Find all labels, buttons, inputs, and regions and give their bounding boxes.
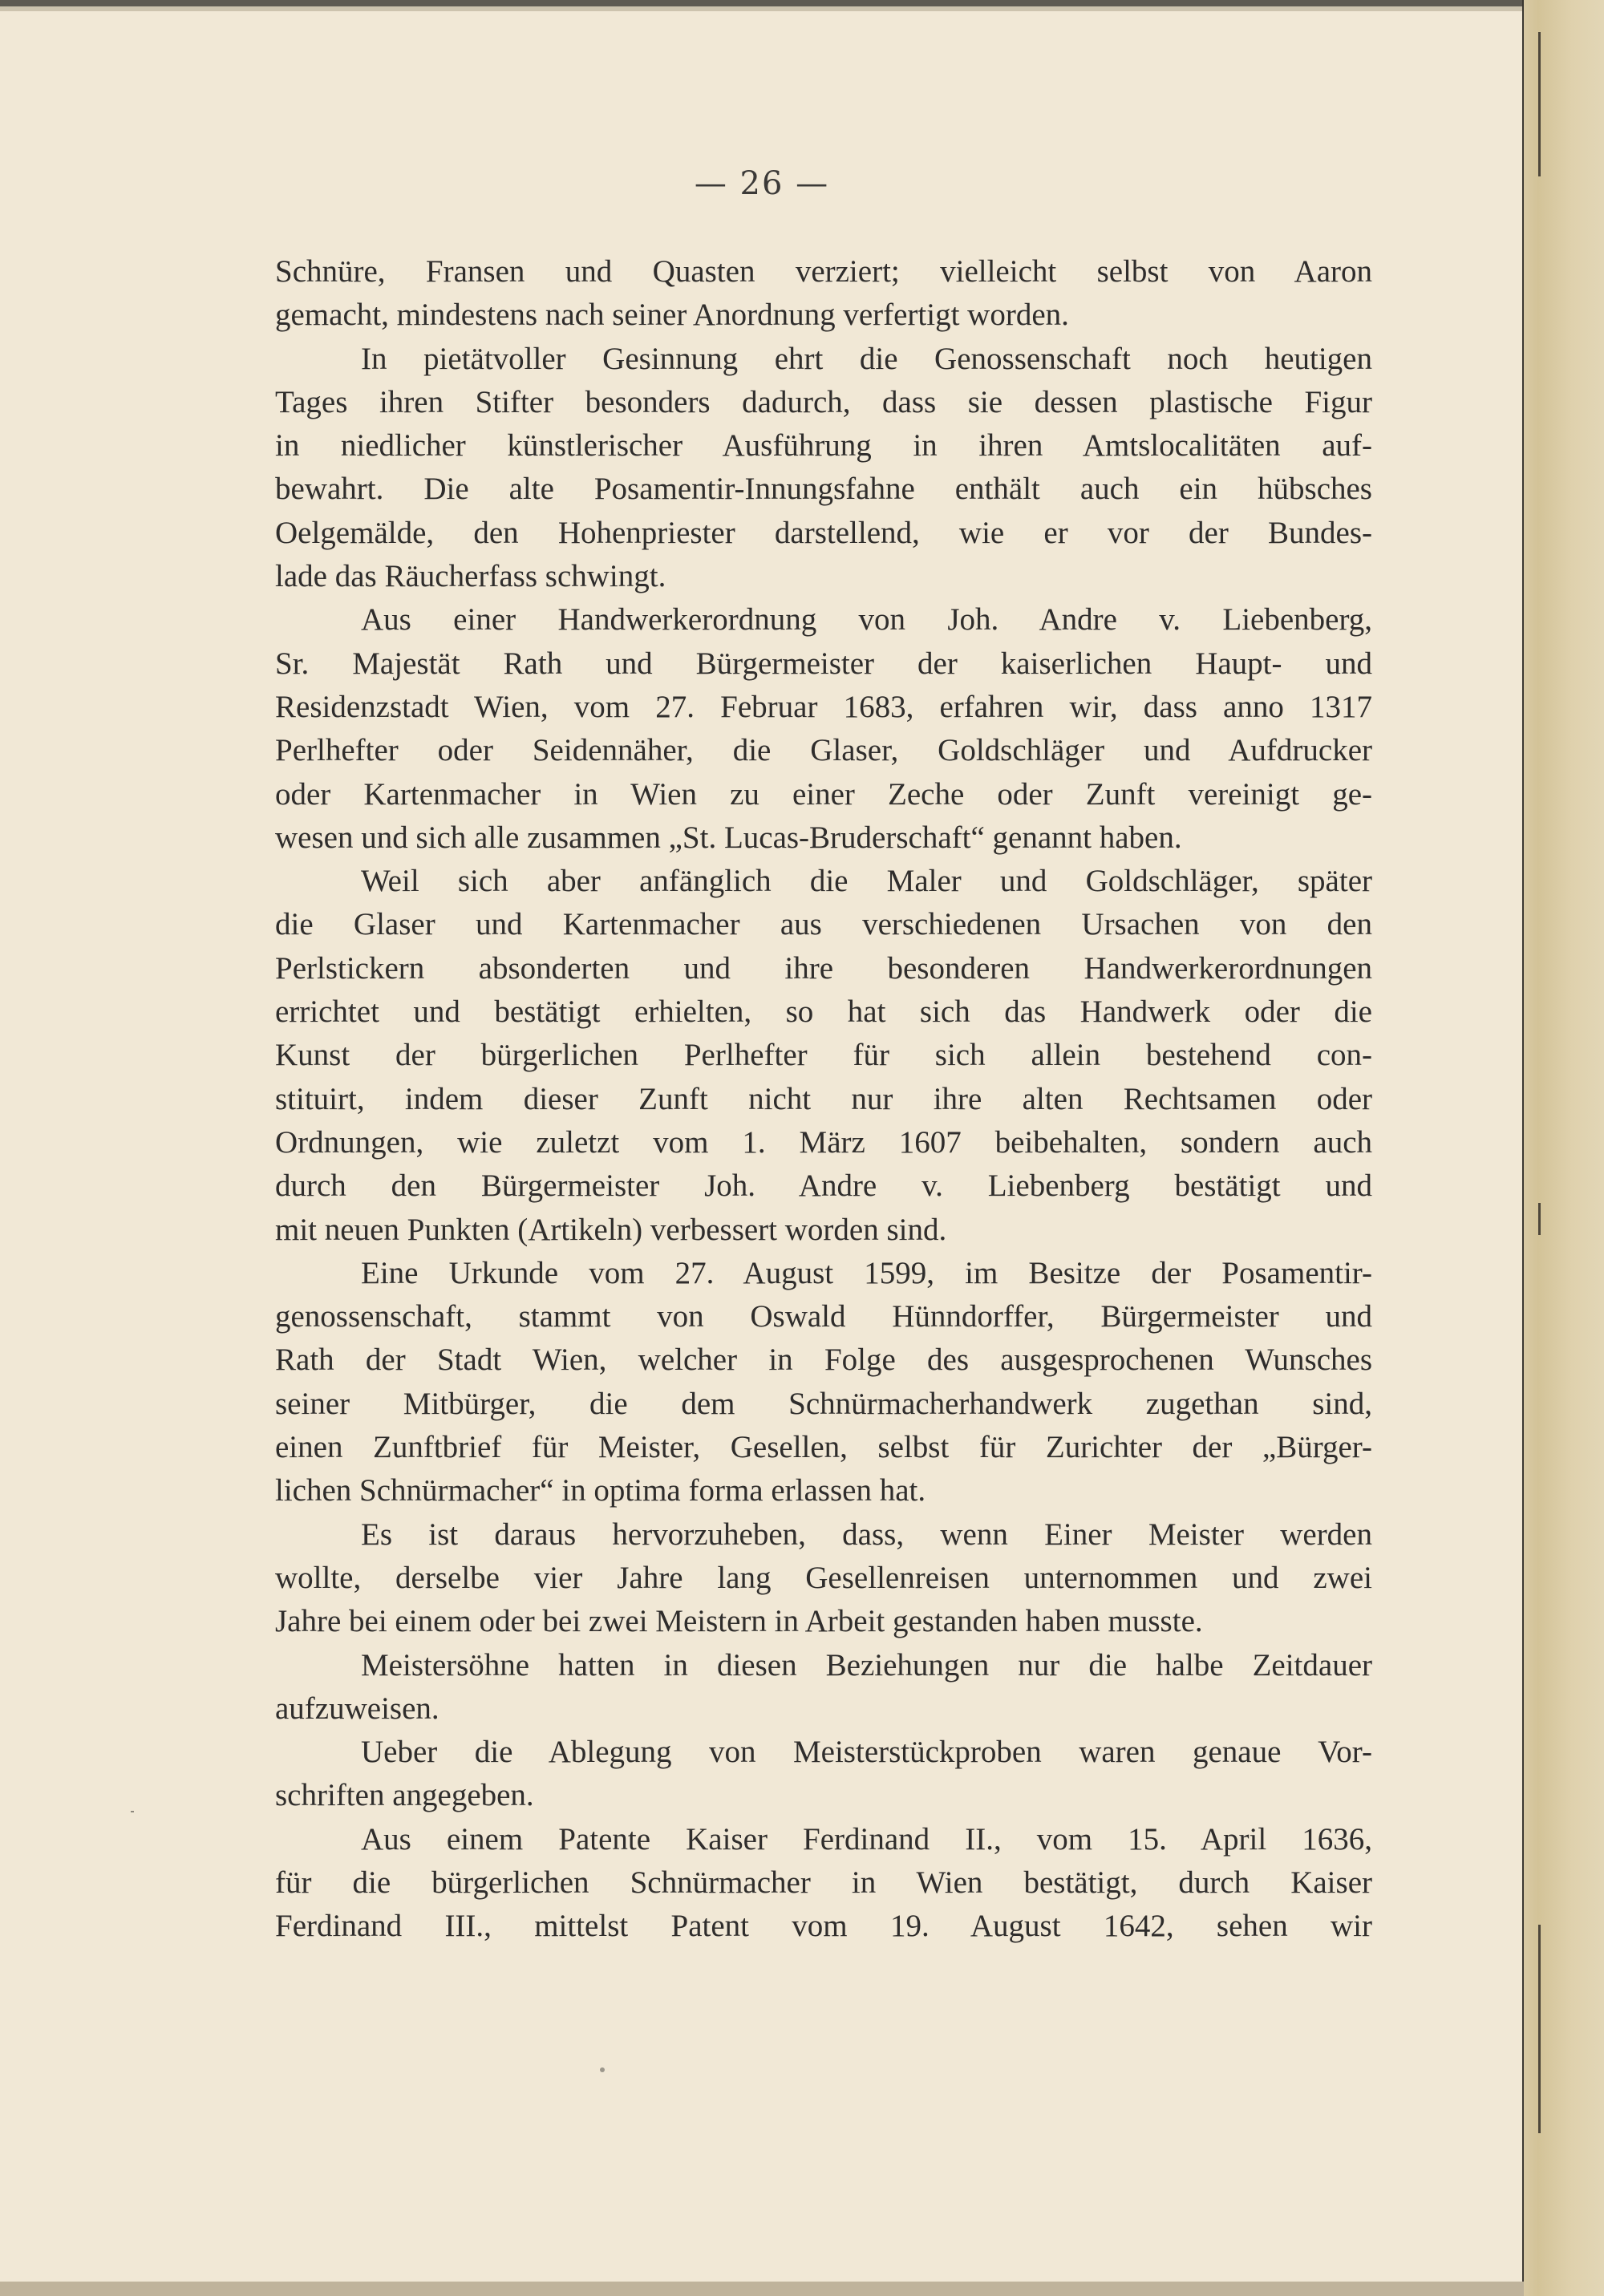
text-line: Tages ihren Stifter besonders dadurch, dass sie dessen plastische Figur <box>275 384 1372 419</box>
paper-speck <box>600 2067 605 2072</box>
text-line: die Glaser und Kartenmacher aus verschiedenen Ursachen von den <box>275 907 1372 942</box>
text-line: Sr. Majestät Rath und Bürgermeister der kaiserlichen Haupt- und <box>275 646 1372 681</box>
text-line: durch den Bürgermeister Joh. Andre v. Liebenberg bestätigt und <box>275 1168 1372 1204</box>
text-line: errichtet und bestätigt erhielten, so hat sich das Handwerk oder die <box>275 994 1372 1030</box>
text-line: stituirt, indem dieser Zunft nicht nur ihre alten Rechtsamen oder <box>275 1081 1372 1116</box>
text-line: seiner Mitbürger, die dem Schnürmacherhandwerk zugethan sind, <box>275 1386 1372 1421</box>
cover-board-edge <box>1524 0 1604 2296</box>
text-line: gemacht, mindestens nach seiner Anordnung verfertigt worden. <box>275 298 1069 333</box>
text-line: In pietätvoller Gesinnung ehrt die Genossenschaft noch heutigen <box>361 341 1372 376</box>
text-line: Ferdinand III., mittelst Patent vom 19. August 1642, sehen wir <box>275 1909 1372 1944</box>
text-line: schriften angegeben. <box>275 1778 534 1813</box>
binding-mark <box>1538 1925 1541 2133</box>
page-number: — 26 — <box>694 165 830 202</box>
binding-mark <box>1538 32 1541 176</box>
text-line: Residenzstadt Wien, vom 27. Februar 1683, erfahren wir, dass anno 1317 <box>275 689 1372 724</box>
text-line: aufzuweisen. <box>275 1691 439 1726</box>
text-line: Ueber die Ablegung von Meisterstückproben waren genaue Vor- <box>361 1735 1372 1770</box>
text-line: Kunst der bürgerlichen Perlhefter für sich allein bestehend con- <box>275 1038 1372 1073</box>
text-line: genossenschaft, stammt von Oswald Hünndorffer, Bürgermeister und <box>275 1299 1372 1334</box>
text-line: Aus einem Patente Kaiser Ferdinand II., vom 15. April 1636, <box>361 1821 1372 1857</box>
text-line: Ordnungen, wie zuletzt vom 1. März 1607 beibehalten, sondern auch <box>275 1124 1372 1160</box>
binding-mark <box>1538 1203 1541 1235</box>
text-line: wollte, derselbe vier Jahre lang Gesellenreisen unternommen und zwei <box>275 1560 1372 1595</box>
text-line: in niedlicher künstlerischer Ausführung in ihren Amtslocalitäten auf- <box>275 428 1372 464</box>
text-line: Meistersöhne hatten in diesen Beziehungen nur die halbe Zeitdauer <box>361 1647 1372 1683</box>
page-bottom-edge <box>0 2282 1524 2296</box>
text-line: wesen und sich alle zusammen „St. Lucas-Bruderschaft“ genannt haben. <box>275 820 1182 855</box>
text-line: Aus einer Handwerkerordnung von Joh. Andre v. Liebenberg, <box>361 602 1372 638</box>
page-top-shadow <box>0 6 1524 11</box>
text-line: lade das Räucherfass schwingt. <box>275 559 666 594</box>
page-top-edge <box>0 0 1524 6</box>
text-line: oder Kartenmacher in Wien zu einer Zeche oder Zunft vereinigt ge- <box>275 776 1372 812</box>
text-line: lichen Schnürmacher“ in optima forma erlassen hat. <box>275 1473 926 1508</box>
text-line: Schnüre, Fransen und Quasten verziert; vielleicht selbst von Aaron <box>275 254 1372 289</box>
text-line: Oelgemälde, den Hohenpriester darstellend, wie er vor der Bundes- <box>275 515 1372 550</box>
text-line: für die bürgerlichen Schnürmacher in Wien bestätigt, durch Kaiser <box>275 1865 1372 1900</box>
text-line: Weil sich aber anfänglich die Maler und Goldschläger, später <box>361 864 1372 899</box>
body-text <box>275 250 1372 1949</box>
text-line: Jahre bei einem oder bei zwei Meistern in Arbeit gestanden haben musste. <box>275 1604 1203 1639</box>
text-line: Es ist daraus hervorzuheben, dass, wenn Einer Meister werden <box>361 1516 1372 1552</box>
text-line: Rath der Stadt Wien, welcher in Folge des ausgesprochenen Wunsches <box>275 1342 1372 1378</box>
text-line: mit neuen Punkten (Artikeln) verbessert worden sind. <box>275 1212 947 1247</box>
text-line: Eine Urkunde vom 27. August 1599, im Besitze der Posamentir- <box>361 1255 1372 1290</box>
text-line: Perlhefter oder Seidennäher, die Glaser, Goldschläger und Aufdrucker <box>275 733 1372 768</box>
text-line: einen Zunftbrief für Meister, Gesellen, selbst für Zurichter der „Bürger- <box>275 1430 1372 1465</box>
text-line: bewahrt. Die alte Posamentir-Innungsfahne enthält auch ein hübsches <box>275 472 1372 507</box>
paper-speck <box>131 1811 134 1812</box>
text-line: Perlstickern absonderten und ihre besonderen Handwerkerordnungen <box>275 950 1372 986</box>
